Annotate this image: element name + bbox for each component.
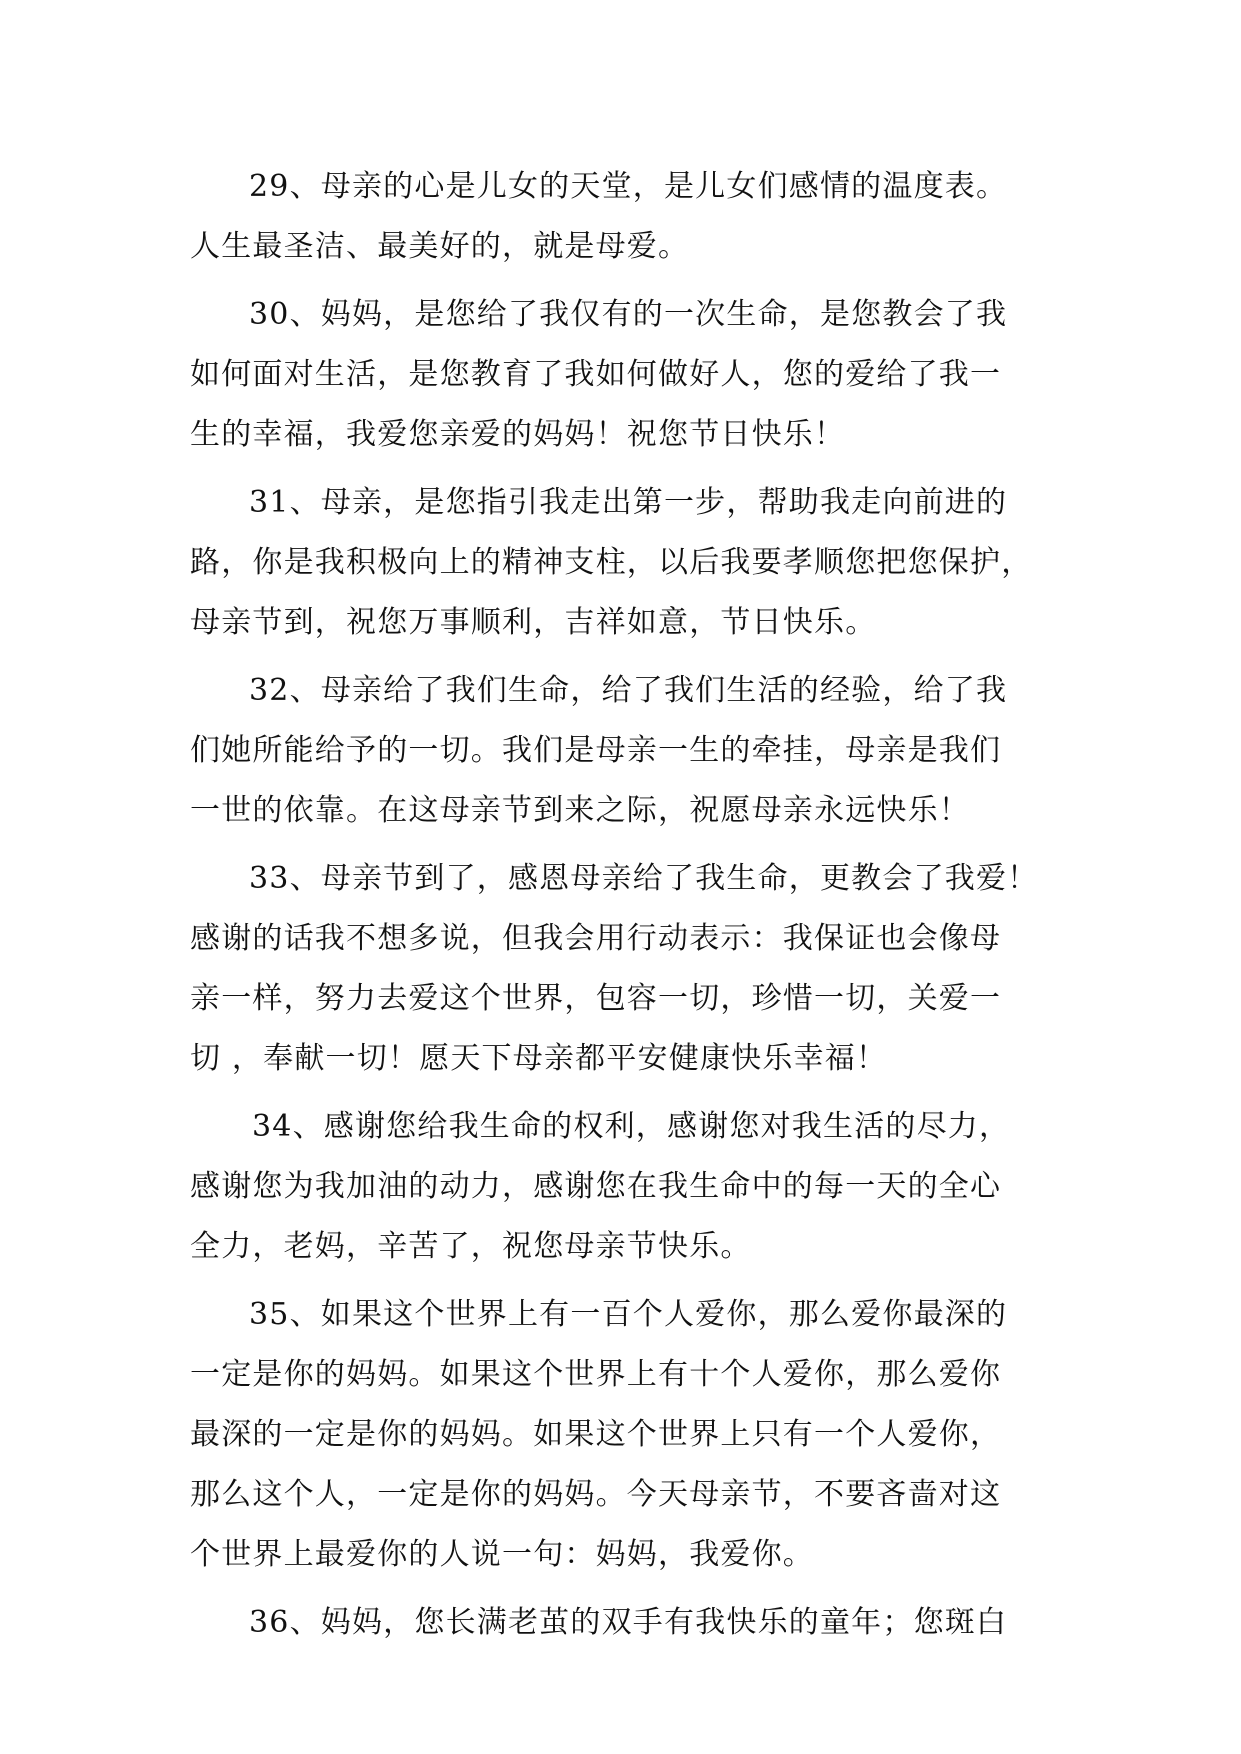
paragraph-35: [190, 1285, 1070, 1585]
paragraph-line: 36、妈妈，您长满老茧的双手有我快乐的童年；您斑白: [249, 1605, 1008, 1640]
paragraph-line: 生的幸福，我爱您亲爱的妈妈！祝您节日快乐！: [190, 417, 846, 452]
paragraph-line: 33、母亲节到了，感恩母亲给了我生命，更教会了我爱！: [249, 861, 1039, 896]
paragraph-line: 一定是你的妈妈。如果这个世界上有十个人爱你，那么爱你: [190, 1357, 1002, 1392]
document-body: [190, 157, 1070, 1653]
paragraph-line: 感谢的话我不想多说，但我会用行动表示：我保证也会像母: [190, 921, 1002, 956]
paragraph-line: 们她所能给予的一切。我们是母亲一生的牵挂，母亲是我们: [190, 733, 1002, 768]
paragraph-line: 最深的一定是你的妈妈。如果这个世界上只有一个人爱你，: [190, 1417, 1002, 1452]
paragraph-33: [190, 849, 1070, 1089]
paragraph-line: 个世界上最爱你的人说一句：妈妈，我爱你。: [190, 1537, 814, 1572]
paragraph-line: 如何面对生活，是您教育了我如何做好人，您的爱给了我一: [190, 357, 1002, 392]
paragraph-29: [190, 157, 1070, 277]
paragraph-line: 29、母亲的心是儿女的天堂，是儿女们感情的温度表。: [249, 169, 1008, 204]
paragraph-line: 34、感谢您给我生命的权利，感谢您对我生活的尽力，: [252, 1109, 1011, 1144]
paragraph-line: 一世的依靠。在这母亲节到来之际，祝愿母亲永远快乐！: [190, 793, 970, 828]
paragraph-line: 人生最圣洁、最美好的，就是母爱。: [190, 229, 690, 264]
paragraph-line: 全力，老妈，辛苦了，祝您母亲节快乐。: [190, 1229, 752, 1264]
paragraph-34: [190, 1097, 1070, 1277]
paragraph-line: 路，你是我积极向上的精神支柱，以后我要孝顺您把您保护，: [190, 545, 1033, 580]
paragraph-line: 那么这个人，一定是你的妈妈。今天母亲节，不要吝啬对这: [190, 1477, 1002, 1512]
paragraph-line: 感谢您为我加油的动力，感谢您在我生命中的每一天的全心: [190, 1169, 1002, 1204]
paragraph-line: 亲一样，努力去爱这个世界，包容一切，珍惜一切，关爱一: [190, 981, 1002, 1016]
paragraph-line: 切 ，奉献一切！愿天下母亲都平安健康快乐幸福！: [190, 1041, 888, 1076]
paragraph-line: 32、母亲给了我们生命，给了我们生活的经验，给了我: [249, 673, 1008, 708]
paragraph-line: 31、母亲，是您指引我走出第一步，帮助我走向前进的: [249, 485, 1008, 520]
paragraph-30: [190, 285, 1070, 465]
paragraph-32: [190, 661, 1070, 841]
paragraph-36: [190, 1593, 1070, 1653]
paragraph-line: 30、妈妈，是您给了我仅有的一次生命，是您教会了我: [249, 297, 1008, 332]
paragraph-line: 母亲节到，祝您万事顺利，吉祥如意，节日快乐。: [190, 605, 877, 640]
paragraph-line: 35、如果这个世界上有一百个人爱你，那么爱你最深的: [249, 1297, 1008, 1332]
paragraph-31: [190, 473, 1070, 653]
